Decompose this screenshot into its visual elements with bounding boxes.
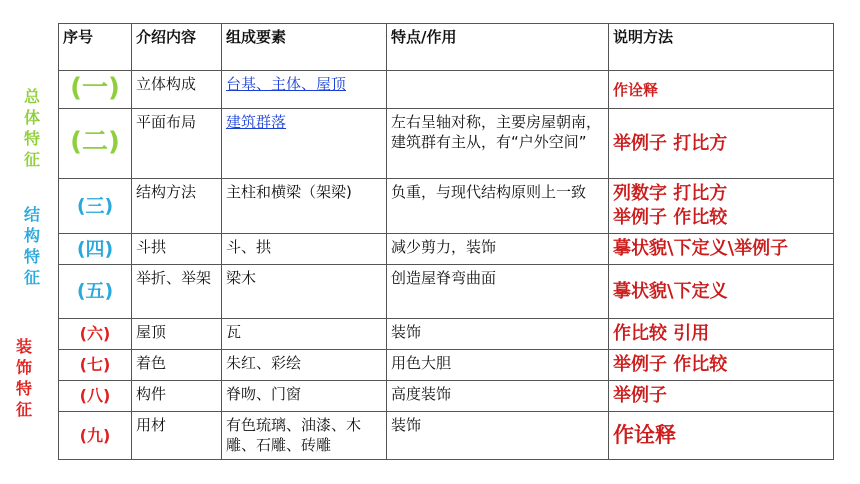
row-content-cell: [132, 71, 222, 109]
row-content-cell-text: 举折、举架: [136, 269, 212, 287]
row-content-cell-text: 着色: [136, 354, 167, 372]
row-elements-cell: [222, 179, 387, 234]
row-index-cell: [59, 319, 132, 350]
row-feature-cell: [387, 109, 609, 179]
side-char: 饰: [15, 358, 32, 377]
row-method-cell-text: 摹状貌\下定义: [613, 280, 728, 302]
row-content-cell-text: 构件: [136, 385, 167, 403]
row-index-cell-text: (二): [70, 127, 120, 157]
side-label-decoration: [14, 336, 34, 420]
row-feature-cell-text: 创造屋脊弯曲面: [391, 269, 497, 287]
row-elements-cell: [222, 412, 387, 460]
row-elements-cell-text: 主柱和横梁（架梁): [226, 183, 352, 201]
row-content-cell-text: 平面布局: [136, 113, 197, 131]
table-row: [59, 412, 834, 460]
table-header-row: [59, 24, 834, 71]
row-elements-cell: [222, 350, 387, 381]
row-content-cell: [132, 109, 222, 179]
row-elements-cell-text: 朱红、彩绘: [226, 354, 302, 372]
side-char: 体: [23, 108, 40, 127]
row-method-cell-text: 举例子 打比方: [613, 132, 728, 154]
row-method-cell-text: 举例子: [613, 385, 667, 406]
row-index-cell-text: (八): [79, 386, 111, 405]
row-content-cell: [132, 350, 222, 381]
row-elements-cell: [222, 109, 387, 179]
row-feature-cell: [387, 319, 609, 350]
features-table: [58, 23, 834, 460]
row-feature-cell: [387, 71, 609, 109]
row-elements-link[interactable]: 台基、主体、屋顶: [226, 75, 347, 93]
row-index-cell: [59, 350, 132, 381]
table-row: [59, 350, 834, 381]
row-feature-cell-text: 高度装饰: [391, 385, 452, 403]
header-cell: 说明方法: [609, 24, 834, 71]
row-elements-cell: [222, 265, 387, 319]
row-elements-cell: [222, 234, 387, 265]
table-row: [59, 179, 834, 234]
side-label-structure: [22, 204, 42, 288]
row-elements-cell-text: 斗、拱: [226, 238, 272, 256]
row-index-cell: [59, 412, 132, 460]
row-index-cell: [59, 381, 132, 412]
side-char: 结: [23, 205, 40, 224]
row-content-cell-text: 立体构成: [136, 75, 197, 93]
row-index-cell: [59, 71, 132, 109]
row-feature-cell-text: 左右呈轴对称，主要房屋朝南，建筑群有主从，有“户外空间”: [391, 113, 602, 151]
table-row: [59, 109, 834, 179]
row-method-cell: [609, 319, 834, 350]
header-cell: 组成要素: [222, 24, 387, 71]
row-content-cell: [132, 381, 222, 412]
table-row: [59, 265, 834, 319]
row-method-cell: [609, 381, 834, 412]
row-method-cell: [609, 350, 834, 381]
row-index-cell-text: (七): [79, 355, 111, 374]
row-method-cell-text: 举例子 作比较: [613, 354, 728, 375]
row-index-cell: [59, 179, 132, 234]
side-char: 总: [23, 87, 40, 106]
row-method-cell-text: 作诠释: [613, 422, 676, 447]
row-feature-cell: [387, 350, 609, 381]
row-content-cell: [132, 319, 222, 350]
row-content-cell: [132, 234, 222, 265]
row-content-cell-text: 用材: [136, 416, 167, 434]
row-elements-cell: [222, 381, 387, 412]
side-char: 特: [23, 129, 40, 148]
side-char: 装: [15, 337, 32, 356]
row-index-cell-text: (六): [79, 324, 111, 343]
table-row: [59, 234, 834, 265]
side-char: 征: [23, 268, 40, 287]
row-feature-cell-text: 装饰: [391, 416, 422, 434]
row-elements-cell-text: 梁木: [226, 269, 257, 287]
row-method-cell: [609, 234, 834, 265]
row-index-cell: [59, 265, 132, 319]
row-method-cell: [609, 412, 834, 460]
row-elements-cell-text: 瓦: [226, 323, 242, 341]
side-char: 构: [23, 226, 40, 245]
row-content-cell-text: 斗拱: [136, 238, 167, 256]
table-row: [59, 381, 834, 412]
row-feature-cell-text: 装饰: [391, 323, 422, 341]
row-content-cell-text: 结构方法: [136, 183, 197, 201]
row-method-cell: [609, 179, 834, 234]
row-method-cell: [609, 71, 834, 109]
row-method-cell-text: 摹状貌\下定义\举例子: [613, 238, 789, 259]
table-row: [59, 319, 834, 350]
row-feature-cell: [387, 381, 609, 412]
row-feature-cell: [387, 265, 609, 319]
row-index-cell-text: (三): [76, 194, 114, 217]
header-cell: 介绍内容: [132, 24, 222, 71]
row-method-cell-text: 作诠释: [613, 80, 659, 99]
row-content-cell: [132, 179, 222, 234]
row-method-cell: [609, 109, 834, 179]
row-method-cell-text: 列数字 打比方 举例子 作比较: [613, 183, 728, 228]
row-method-cell-text: 作比较 引用: [613, 323, 710, 344]
row-feature-cell: [387, 179, 609, 234]
row-elements-cell-text: 有色琉璃、油漆、木雕、石雕、砖雕: [226, 416, 362, 454]
row-index-cell-text: (一): [70, 73, 120, 103]
table-row: [59, 71, 834, 109]
row-feature-cell-text: 用色大胆: [391, 354, 452, 372]
row-feature-cell: [387, 412, 609, 460]
row-feature-cell-text: 负重，与现代结构原则上一致: [391, 183, 587, 201]
side-char: 特: [15, 379, 32, 398]
side-char: 征: [15, 400, 32, 419]
row-feature-cell-text: 减少剪力，装饰: [391, 238, 497, 256]
header-cell: 序号: [59, 24, 132, 71]
row-method-cell: [609, 265, 834, 319]
row-content-cell-text: 屋顶: [136, 323, 167, 341]
row-elements-cell: [222, 319, 387, 350]
row-index-cell: [59, 234, 132, 265]
row-content-cell: [132, 265, 222, 319]
side-char: 征: [23, 150, 40, 169]
row-index-cell-text: (四): [76, 237, 114, 260]
row-index-cell-text: (五): [76, 280, 114, 302]
row-elements-link[interactable]: 建筑群落: [226, 113, 287, 131]
row-feature-cell: [387, 234, 609, 265]
row-content-cell: [132, 412, 222, 460]
row-elements-cell-text: 脊吻、门窗: [226, 385, 302, 403]
header-cell: 特点/作用: [387, 24, 609, 71]
row-index-cell-text: (九): [79, 425, 111, 445]
side-char: 特: [23, 247, 40, 266]
side-label-overall: [22, 86, 42, 170]
row-index-cell: [59, 109, 132, 179]
row-elements-cell: [222, 71, 387, 109]
